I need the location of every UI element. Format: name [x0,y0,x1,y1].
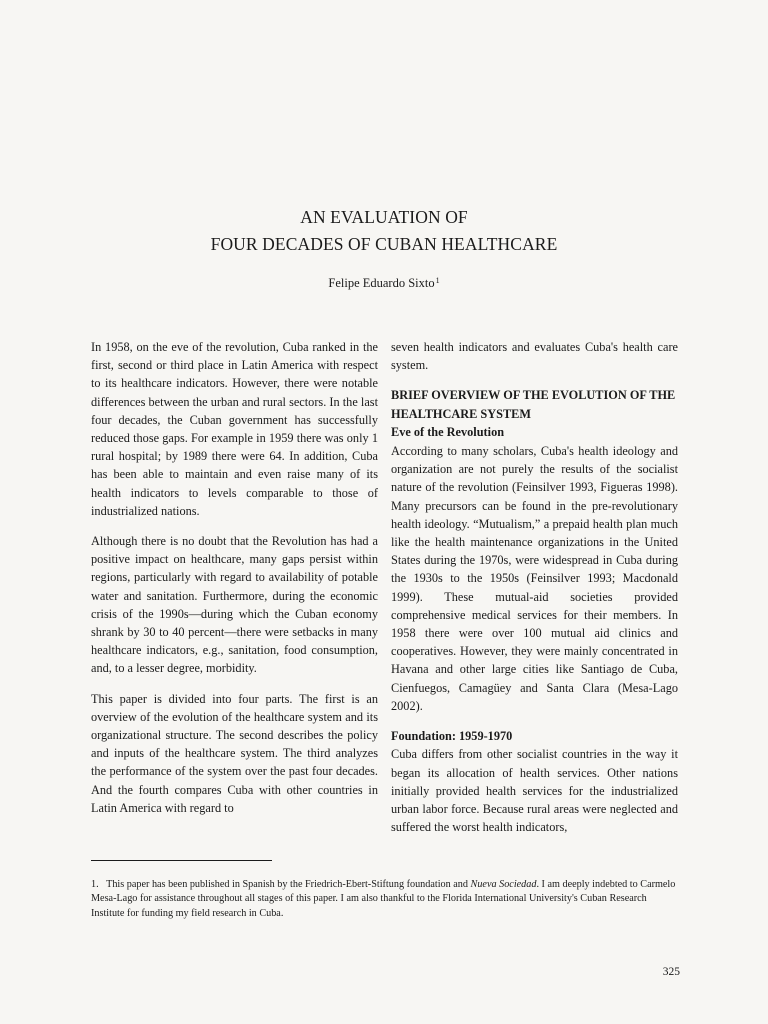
subheading-foundation: Foundation: 1959-1970 [391,728,513,743]
paper-title [0,204,768,258]
footnote-italic-title: Nueva Sociedad [470,879,537,890]
left-paragraph-1: In 1958, on the eve of the revolution, Cuba ranked in the first, second or third place in Latin America with respect to its healthcare indicators. However, there were notable differences between the urban and rural sectors. In the last four decades, the Cuban government has successfully reduced those gaps. For example in 1959 there was only 1 rural hospital; by 1989 there were 64. In addition, Cuba has been able to maintain and even raise many of its health indicators to levels comparable to those of industrialized nations. [91,340,378,518]
subheading-eve-of-revolution: Eve of the Revolution [391,425,505,440]
left-column [91,338,378,817]
title-line-1: AN EVALUATION OF [300,207,468,227]
left-paragraph-2: Although there is no doubt that the Revolution has had a positive impact on healthcare, many gaps persist within regions, particularly with regard to availability of potable water and sanitation. Furthermore, during the economic crisis of the 1990s—during which the Cuban economy shrank by 30 to 40 percent—there were setbacks in many healthcare indicators, e.g., sanitation, food consumption, and, to a lesser degree, morbidity. [91,534,378,676]
right-paragraph-1: According to many scholars, Cuba's health ideology and organization are not purely the results of the socialist nature of the revolution (Feinsilver 1993, Figueras 1998). Many precursors can be found in the pre-revolutionary health ideology. “Mutualism,” a prepaid health plan much like the health maintenance organizations in the United States during the 1970s, were widespread in Cuba during the 1930s to the 1950s (Feinsilver 1993; Macdonald 1999). These mutual-aid societies provided comprehensive medical services for their members. In 1958 there were over 100 mutual aid clinics and cooperatives. However, they were mainly concentrated in Havana and other large cities like Santiago de Cuba, Cienfuegos, Camagüey and Santa Clara (Mesa-Lago 2002). [391,443,678,713]
footnote-text-before: This paper has been published in Spanish by the Friedrich-Ebert-Stiftung foundation and [106,879,468,890]
left-paragraph-3: This paper is divided into four parts. The first is an overview of the evolution of the healthcare system and its organizational structure. The second describes the policy and inputs of the healthcare system. The third analyzes the performance of the system over the past four decades. And the fourth compares Cuba with other countries in Latin America with regard to [91,691,378,815]
author-line [0,276,768,291]
right-column [391,338,678,836]
title-line-2: FOUR DECADES OF CUBAN HEALTHCARE [210,234,558,254]
footnote-text-after: . I am deeply indebted to Carmelo Mesa-Lago for assistance throughout all stages of this paper. I am also thankful to the Florida International University's Cuban Research Institute for funding my field research in Cuba. [91,879,676,919]
footnote-divider [91,860,272,861]
page-number: 325 [662,966,680,978]
right-paragraph-0: seven health indicators and evaluates Cuba's health care system. [391,340,678,373]
footnote-number: 1. [91,879,99,890]
author-footnote-mark[interactable]: 1 [435,276,440,285]
section-heading: BRIEF OVERVIEW OF THE EVOLUTION OF THE HEALTHCARE SYSTEM [391,388,676,421]
right-paragraph-2: Cuba differs from other socialist countries in the way it began its allocation of health services. Other nations initially provided health services for the industrialized urban labor force. Because rural areas were neglected and suffered the worst health indicators, [391,747,678,835]
author-name: Felipe Eduardo Sixto [328,276,435,290]
footnote [91,878,681,921]
